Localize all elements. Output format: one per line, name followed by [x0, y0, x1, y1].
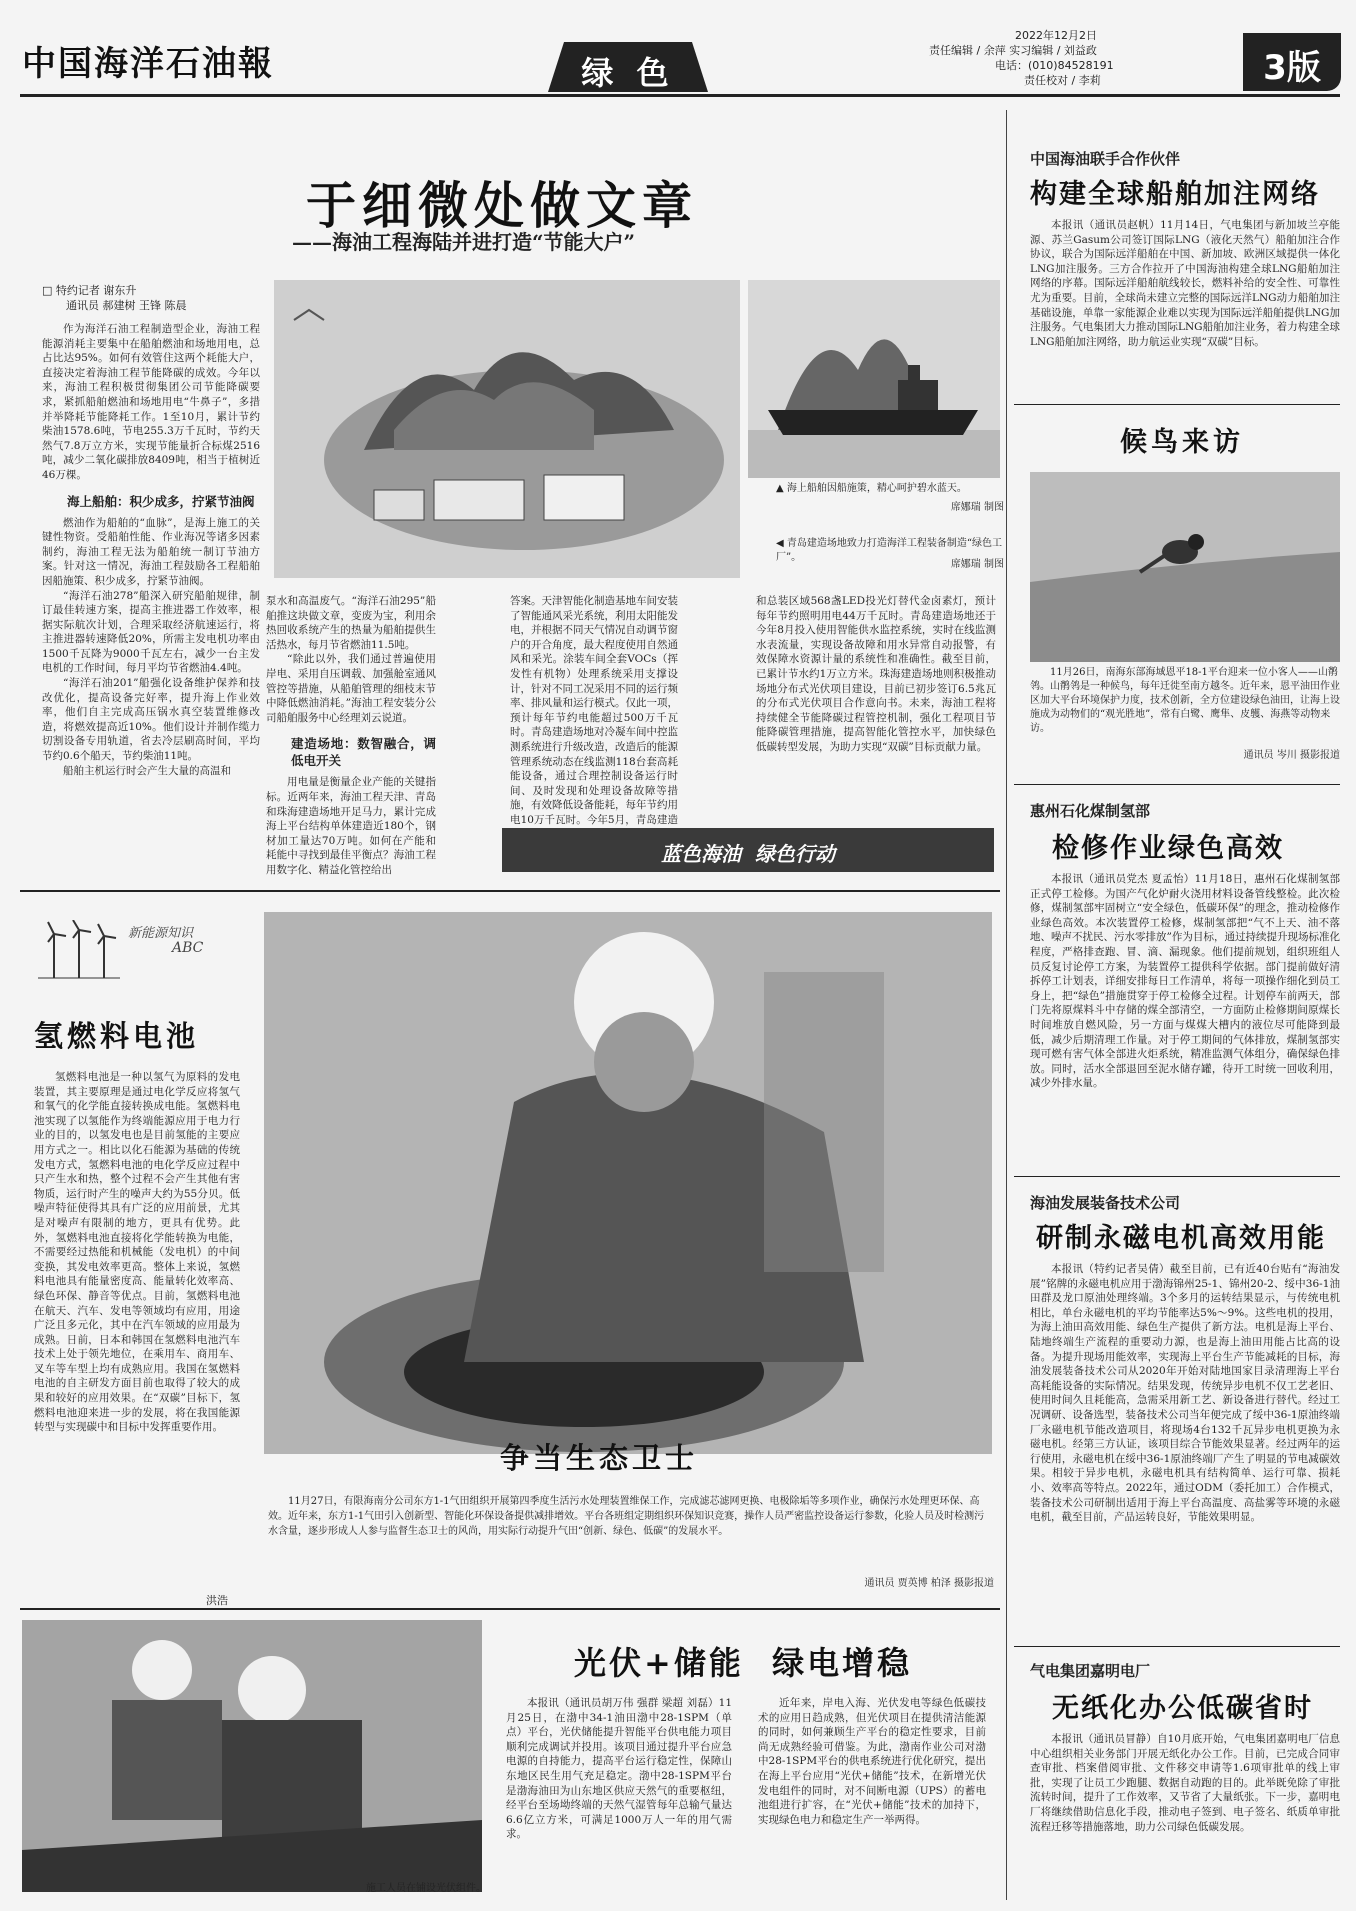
- lead-col2-para-2: “除此以外，我们通过普遍使用岸电、采用自压调载、加强舱室通风管控等措施，从船舶管理的细枝末节中降低燃油消耗。”海油工程安装分公司船舶服务中心经理刘云说道。: [266, 653, 436, 724]
- bottom-title: 光伏+储能 绿电增稳: [574, 1644, 913, 1682]
- right4-body: 本报讯（特约记者吴倩）截至目前，已有近40台贴有“海油发展”铭牌的永磁电机应用于渤海锦州25-1、锦州20-2、绥中36-1油田群及龙口原油处理终端。3个多月的运转结果显示，与传统电机相比，单台永磁电机的平均节能率达5%～9%。这些电机的投用，为海上油田高效用能、绿色生产提供了新方法。电机是海上平台、陆地终端生产流程的重要动力源，也是海上油田用能占比高的设备。为提升现场用能效率，实现海上平台生产节能减耗的目标，海油发展装备技术公司从2020年开始对陆地国家目录清理海上平台高耗能设备的实际情况。结果发现，传统异步电机不仅工艺老旧、使用时间久且耗能高，急需采用新工艺、新设备进行替代。经过工况调研、设备选型，装备技术公司当年便完成了绥中36-1原油终端厂永磁电机节能改造项目，将现场4台132千瓦异步电机更换为永磁电机。经第三方认证，该项目综合节能效果显著。经过两年的运行使用，永磁电机在绥中36-1原油终端厂产生了明显的节电减碳效果。相较于异步电机，永磁电机具有结构简单、运行可靠、损耗小、效率高等特点。2022年，通过ODM（委托加工）合作模式，装备技术公司研制出适用于海上平台高温度、高盐雾等环境的永磁电机，截至目前，产品运转良好，节能效果明显。: [1030, 1263, 1340, 1524]
- lead-col2-para-1: 泵水和高温废气。“海洋石油295”船舶推这块做文章，变废为宝，利用余热回收系统产生的热量为船舶提供生活热水，每月节省燃油11.5吨。: [266, 595, 436, 651]
- lead-para-3: “海洋石油201”船强化设备维护保养和技改优化，提高设备完好率，提升海上作业效率，他们自主完成高压锅水真空装置维修改造，将燃效提高近10%。他们设计并制作缆力切割设备专用轨道，省去冷层刷高时间，平均节约0.6个船天，节约柴油11吨。: [42, 677, 260, 763]
- lead-col2: [266, 594, 436, 878]
- right1-title: 构建全球船舶加注网络: [1030, 179, 1320, 210]
- lead-col1: [42, 322, 260, 778]
- wind-turbine-icon: [34, 920, 124, 982]
- section-name: 绿 色: [581, 54, 675, 92]
- worker-photo: [264, 912, 992, 1454]
- knowledge-label: 新能源知识: [128, 926, 194, 941]
- photo-story-credit: 通讯员 贾英博 柏泽 摄影报道: [864, 1578, 994, 1589]
- lead-subtitle: ——海油工程海陆并进打造“节能大户”: [292, 230, 636, 254]
- paper-name: 中国海洋石油報: [22, 44, 274, 84]
- banner-text: 蓝色海油 绿色行动: [661, 842, 835, 866]
- photo-story-caption: 11月27日，有限海南分公司东方1-1气田组织开展第四季度生活污水处理装置维保工作，完成滤芯滤网更换、电极除垢等多项作业，确保污水处理更环保、高效。近年来，东方1-1气田引入创新型、智能化环保设备提供减排增效。平台各班组定期组织环保知识竞赛，操作人员严密监控设备运行参数，化验人员及时检测污水含量，逐步形成人人参与监督生态卫士的风尚，用实际行动提升气田“创新、绿色、低碳”的发展水平。: [268, 1496, 985, 1537]
- right3-body: 本报讯（通讯员党杰 夏孟怡）11月18日，惠州石化煤制氢部正式停工检修。为国产气化炉耐火浇用材料设备管线整检。此次检修，煤制氢部牢固树立“安全绿色，低碳环保”的理念，推动检修作业绿色高效。本次装置停工检修，煤制氢部把“气不上天、油不落地、噪声不扰民、污水零排放”作为目标，通过持续提升现场标准化程度，严格排查跑、冒、滴、漏现象。他们提前规划，组织班组人员反复讨论停工方案，为装置停工提供科学依据。部门提前做好清拆停工计划表，详细安排每日工作清单，将每一项操作细化到员工身上，把“绿色”措施贯穿于停工检修全过程。计划停车前两天，部门先将原煤料斗中存储的煤全部清空，一方面防止检修期间原煤长时间堆放自燃风险，另一方面与煤煤大槽内的液位尽可能降到最低，减少后期清理工作量。对于停工期间的气体排放，煤制氢部实现可燃有害气体全部进火炬系统，精准监测气体组分，确保绿色排放。同时，活水全部退回至泥水储存罐，待开工时统一回收利用，减少外排水量。: [1030, 873, 1340, 1090]
- solar-photo: [22, 1620, 482, 1892]
- lead-title: 于细微处做文章: [306, 176, 698, 235]
- ship-illustration: [748, 280, 1000, 478]
- photo-story-title: 争当生态卫士: [500, 1441, 699, 1475]
- knowledge-author: 洪浩: [206, 1594, 228, 1607]
- right1-body: 本报讯（通讯员赵帆）11月14日，气电集团与新加坡兰亭能源、苏兰Gasum公司签订国际LNG（液化天然气）船舶加注合作协议，联合为国际远洋船舶在中国、新加坡、欧洲区域提供一体化LNG加注服务。三方合作拉开了中国海油构建全球LNG船舶加注网络的序幕。国际远洋船舶航线较长，燃料补给的安全性、可靠性尤为重要。目前，全球尚未建立完整的国际远洋LNG动力船舶加注基础设施，单靠一家能源企业难以实现为国际远洋船舶提供LNG加注服务。气电集团大力推动国际LNG船舶加注业务，着力构建全球LNG船舶加注网络，助力航运业实现“双碳”目标。: [1030, 219, 1340, 348]
- right1-kicker: 中国海油联手合作伙伴: [1030, 150, 1181, 168]
- page-date: 2022年12月2日: [1015, 29, 1097, 42]
- island-illustration: [274, 280, 740, 578]
- lead-subhead-1: 海上船舶：积少成多，拧紧节油阀: [67, 493, 255, 509]
- right2-credit: 通讯员 岑川 摄影报道: [1243, 750, 1340, 761]
- knowledge-body: 氢燃料电池是一种以氢气为原料的发电装置，其主要原理是通过电化学反应将氢气和氧气的化学能直接转换成电能。氢燃料电池实现了以氢能作为终端能源应用于电力行业的目的，以氢发电也是目前氢能的主要应用方式之一。相比以化石能源为基础的传统发电方式，氢燃料电池的电化学反应过程中只产生水和热，整个过程不会产生其他有害物质，运行时产生的噪声大约为55分贝。低噪声特征使得其具有广泛的应用前景，尤其是对噪声有限制的地方，更具有优势。此外，氢燃料电池直接将化学能转换为电能，不需要经过热能和机械能（发电机）的中间变换，其发电效率更高。整体上来说，氢燃料电池具有能量密度高、能量转化效率高、绿色环保、静音等优点。目前，氢燃料电池在航天、汽车、发电等领域均有应用，用途广泛且多元化，其中在汽车领域的应用最为成熟。日前，日本和韩国在氢燃料电池汽车技术上处于领先地位，在乘用车、商用车、叉车等车型上均有成熟应用。我国在氢燃料电池的自主研发方面目前也取得了较大的成果和较好的应用效果。在“双碳”目标下，氢燃料电池迎来进一步的发展，将在我国能源转型与实现碳中和目标中发挥重要作用。: [34, 1071, 240, 1434]
- yard-caption: ◀ 青岛建造场地致力打造海洋工程装备制造“绿色工厂”。: [776, 538, 1002, 563]
- masthead: [0, 0, 1356, 110]
- ship-caption: ▲ 海上船舶因船施策，精心呵护碧水蓝天。: [776, 483, 967, 494]
- lead-col3: 答案。天津智能化制造基地车间安装了智能通风采光系统，利用太阳能发电，并根据不同天气情况自动调节窗户的开合角度，最大程度使用自然通风和采光。涂装车间全套VOCs（挥发性有机物）处理系统采用支撑设计，针对不同工况采用不同的运行频率、排风量和运行模式。仅此一项，预计每年节约电能超过500万千瓦时。青岛建造场地对冷凝车间中控监测系统进行升级改造，改造后的能源管理系统动态在线监测118台套高耗能设备，通过合理控制设备运行时间、及时发现和处理设备故障等措施，有效降低设备能耗，每年节约用电10万千瓦时。今年5月，青岛建造: [510, 595, 678, 826]
- yard-caption-credit: 席娜瑞 制图: [950, 559, 1004, 570]
- bird-photo: [1030, 472, 1340, 662]
- lead-col4: 和总装区域568盏LED投光灯替代金卤素灯，预计每年节约照明用电44万千瓦时。青岛建造场地还于今年8月投入使用智能供水监控系统，实时在线监测水表流量，实现设备故障和用水异常自动报警，有效保障水资源计量的系统性和准确性。截至目前，已累计节水约1万立方米。珠海建造场地则积极推动场地分布式光伏项目建设，目前已初步签订6.5兆瓦的分布式光伏项目合作意向书。未来，海油工程将持续健全节能降碳过程管控机制，强化工程项目节能降碳管理措施，提高智能化管控水平，加快绿色低碳转型发展，为助力实现“双碳”目标贡献力量。: [756, 595, 996, 753]
- right2-title: 候鸟来访: [1120, 427, 1244, 458]
- solar-photo-caption: 施工人员在铺设光伏组件。: [366, 1883, 486, 1894]
- page-proof: 责任校对 / 李莉: [1024, 74, 1101, 87]
- ship-caption-credit: 席娜瑞 制图: [950, 502, 1004, 513]
- lead-para-1: 燃油作为船舶的“血脉”，是海上施工的关键性物资。受船舶性能、作业海况等诸多因素制约，海油工程无法为船舶统一制订节油方案。针对这一情况，海油工程鼓励各工程船舶因船施策、积少成多，拧紧节油阀。: [42, 516, 260, 587]
- right5-body: 本报讯（通讯员冒静）自10月底开始，气电集团嘉明电厂信息中心组织相关业务部门开展无纸化办公工作。目前，已完成合同审查审批、档案借阅审批、文件移交申请等1.6项审批单的线上审批，实现了让员工少跑腿、数据自动跑的目的。此举既免除了审批流转时间，提升了工作效率，又节省了大量纸张。下一步，嘉明电厂将继续借助信息化手段，推动电子签到、电子签名、纸质单审批流程迁移等措施落地，助力公司绿色低碳发展。: [1030, 1733, 1340, 1833]
- right2-caption: 11月26日，南海东部海域恩平18-1平台迎来一位小客人——山鹡鸰。山鹡鸰是一种候鸟，每年迁徙至南方越冬。近年来，恩平油田作业区加大平台环境保护力度，技术创新，全方位建设绿色油田，让海上设施成为动物们的“观光胜地”，常有白鹭、鹰隼、皮鹱、海燕等动物来访。: [1030, 667, 1340, 734]
- lead-para-4: 船舶主机运行时会产生大量的高温和: [63, 764, 231, 777]
- bottom-col1: 本报讯（通讯员胡万伟 强群 梁超 刘磊）11月25日，在渤中34-1油田渤中28-1SPM（单点）平台，光伏储能提升智能平台供电能力项目顺利完成调试并投用。该项目通过提升平台应急电源的自持能力，提高平台运行稳定性，保障山东地区民生用气充足稳定。渤中28-1SPM平台是渤海油田为山东地区供应天然气的重要枢纽，经平台至场坳终端的天然气湿管每年总输气量达6.6亿立方米，可满足1000万人一年的用气需求。: [506, 1697, 732, 1841]
- page-phone: 电话：(010)84528191: [995, 59, 1114, 72]
- lead-intro: 作为海洋石油工程制造型企业，海油工程能源消耗主要集中在船舶燃油和场地用电，总占比达95%。如何有效管住这两个耗能大户，直接决定着海油工程节能降碳的成效。今年以来，海油工程积极贯彻集团公司节能降碳要求，紧抓船舶燃油和场地用电“牛鼻子”，多措并举降耗节能降耗工作。1至10月，累计节约柴油1578.6吨，节电255.3万千瓦时，节约天然气7.8万立方米，实现节能量折合标煤2516吨，减少二氧化碳排放8409吨，相当于植树近46万棵。: [42, 323, 260, 481]
- right3-title: 检修作业绿色高效: [1052, 833, 1284, 864]
- right5-kicker: 气电集团嘉明电厂: [1030, 1662, 1151, 1680]
- bottom-col2: 近年来，岸电入海、光伏发电等绿色低碳技术的应用日趋成熟，但光伏项目在提供清洁能源的同时，如何兼顾生产平台的稳定性要求，目前尚无成熟经验可借鉴。为此，渤南作业公司对渤中28-1SPM平台的供电系统进行优化研究，提出在海上平台应用“光伏+储能”技术，在新增光伏发电组件的同时，对不间断电源（UPS）的蓄电池组进行扩容，在“光伏+储能”技术的加持下，实现绿色电力和稳定生产一举两得。: [758, 1697, 986, 1826]
- knowledge-abc: ABC: [172, 940, 204, 956]
- lead-byline-1: □ 特约记者 谢东升: [42, 284, 137, 297]
- lead-para-2: “海洋石油278”船深入研究船舶规律，制订最佳转速方案，提高主推进器工作效率，根据实际航次计划，合理采取经济航速运行，将主推进器转速降低20%，所需主发电机功率由1500千瓦降为9000千瓦左右，减少一台主发电机的工作时间，每月平均节省燃油4.4吨。: [42, 589, 260, 675]
- lead-col2-para-3: 用电量是衡量企业产能的关键指标。近两年来，海油工程天津、青岛和珠海建造场地开足马力，累计完成海上平台结构单体建造近180个，钢材加工量达70万吨。如何在产能和耗能中寻找到最佳平衡点？海油工程用数字化、精益化管控给出: [266, 776, 436, 876]
- page-number: 3版: [1263, 48, 1321, 88]
- lead-byline-2: 通讯员 郝建树 王锋 陈晨: [66, 299, 187, 312]
- right4-title: 研制永磁电机高效用能: [1036, 1223, 1326, 1254]
- right3-kicker: 惠州石化煤制氢部: [1030, 802, 1151, 820]
- page-editors: 责任编辑 / 余萍 实习编辑 / 刘益政: [929, 44, 1097, 57]
- lead-subhead-2: 建造场地：数智融合，调低电开关: [291, 736, 436, 769]
- knowledge-title: 氢燃料电池: [34, 1019, 200, 1053]
- right4-kicker: 海油发展装备技术公司: [1030, 1194, 1181, 1212]
- right5-title: 无纸化办公低碳省时: [1052, 1693, 1313, 1724]
